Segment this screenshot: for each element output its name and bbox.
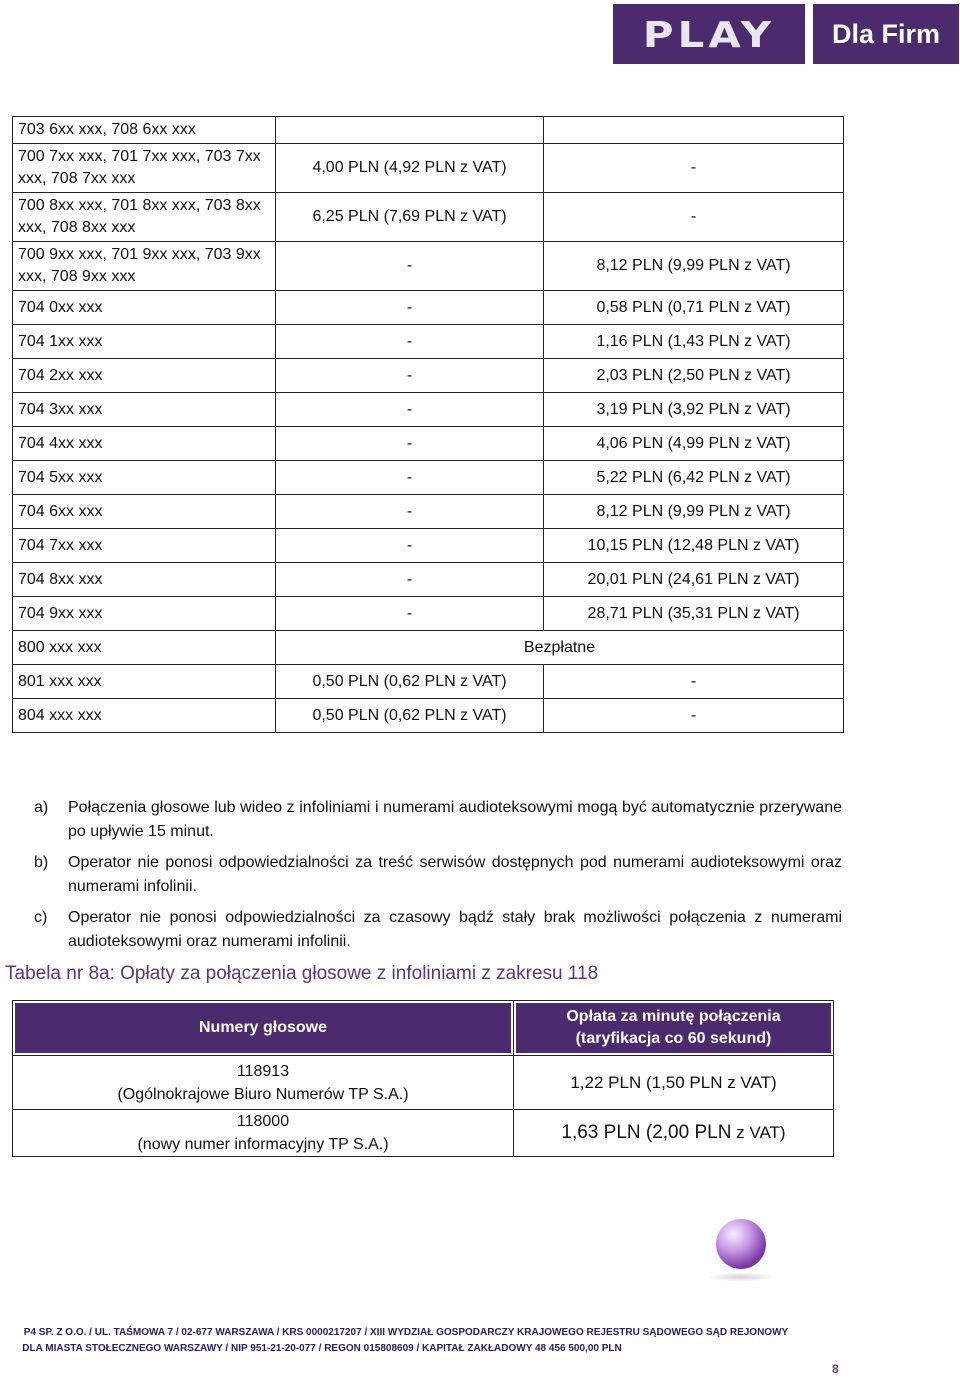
price-cell: 8,12 PLN (9,99 PLN z VAT) [544,495,844,529]
number-value: 118000 [236,1113,290,1130]
price-cell: - [276,529,544,563]
table-row [13,495,844,529]
number-cell: 704 8xx xxx [13,563,276,597]
price-cell: - [276,461,544,495]
price-cell: 4,00 PLN (4,92 PLN z VAT) [276,144,544,193]
number-cell: 703 6xx xxx, 708 6xx xxx [13,117,276,144]
number-cell: 704 9xx xxx [13,597,276,631]
price-cell [514,1110,834,1157]
free-cell: Bezpłatne [276,631,844,665]
price-cell: - [276,393,544,427]
table-header-row [13,1001,834,1056]
number-cell: 700 7xx xxx, 701 7xx xxx, 703 7xx xxx, 708 7xx xxx [13,144,276,193]
number-cell: 804 xxx xxx [13,699,276,733]
table-row [13,699,844,733]
price-cell: - [544,144,844,193]
price-main: 1,63 PLN (2,00 PLN [561,1122,732,1143]
header-numbers [15,1003,511,1053]
number-value: 118913 [236,1062,290,1080]
rates-table [12,116,844,733]
table-row [13,325,844,359]
number-cell: 801 xxx xxx [13,665,276,699]
table-row [13,529,844,563]
table-row [13,427,844,461]
price-cell: 0,50 PLN (0,62 PLN z VAT) [276,665,544,699]
table-8a [12,1000,834,1157]
price-cell: - [276,359,544,393]
number-cell: 704 1xx xxx [13,325,276,359]
number-cell: 704 7xx xxx [13,529,276,563]
table-row [13,393,844,427]
note-b [34,851,842,899]
price-suffix: z VAT) [736,1123,786,1142]
note-a [34,796,842,844]
note-text: Połączenia głosowe lub wideo z infoliniami i numerami audioteksowymi mogą być automatycznie przerywane po upływie 15 minut. [68,799,842,840]
price-cell: - [544,665,844,699]
footer-line-1: P4 SP. Z O.O. / UL. TAŚMOWA 7 / 02-677 WARSZAWA / KRS 0000217207 / XIII WYDZIAŁ GOSPODARCZY KRAJOWEGO REJESTRU SĄDOWEGO SĄD REJONOWY [23,1327,789,1338]
price-cell: - [276,597,544,631]
table-8a-title: Tabela nr 8a: Opłaty za połączenia głosowe z infoliniami z zakresu 118 [5,963,599,984]
table-row [13,291,844,325]
header-cell [13,1001,514,1056]
number-cell: 704 2xx xxx [13,359,276,393]
price-cell: - [276,563,544,597]
header-price-line1: Opłata za minutę połączenia [566,1008,781,1025]
price-cell: 6,25 PLN (7,69 PLN z VAT) [276,193,544,242]
header-price [516,1003,831,1053]
table-row [13,461,844,495]
price-cell: 4,06 PLN (4,99 PLN z VAT) [544,427,844,461]
header-price-line2: (taryfikacja co 60 sekund) [575,1030,772,1047]
price-cell: 1,22 PLN (1,50 PLN z VAT) [514,1056,834,1110]
note-text: Operator nie ponosi odpowiedzialności za treść serwisów dostępnych pod numerami audioteksowymi oraz numerami infolinii. [68,854,842,895]
price-cell: 20,01 PLN (24,61 PLN z VAT) [544,563,844,597]
table-row [13,597,844,631]
number-description: (nowy numer informacyjny TP S.A.) [137,1136,389,1153]
table-row [13,631,844,665]
table-row [13,563,844,597]
price-cell: 28,71 PLN (35,31 PLN z VAT) [544,597,844,631]
number-cell [13,1056,514,1110]
price-cell: 10,15 PLN (12,48 PLN z VAT) [544,529,844,563]
price-cell: 8,12 PLN (9,99 PLN z VAT) [544,242,844,291]
price-cell: - [544,699,844,733]
price-cell: 2,03 PLN (2,50 PLN z VAT) [544,359,844,393]
price-cell: - [276,325,544,359]
price-cell: - [276,291,544,325]
dla-firm-logo-text: Dla Firm [831,18,941,49]
number-description: (Ogólnokrajowe Biuro Numerów TP S.A.) [117,1085,409,1103]
price-cell: - [276,427,544,461]
play-logo-text: PLAY [642,13,776,55]
ball-shadow [710,1273,772,1281]
note-label: c) [34,909,48,926]
table-row [13,242,844,291]
price-cell [276,117,544,144]
notes-list [34,796,842,961]
play-logo [613,4,805,64]
note-text: Operator nie ponosi odpowiedzialności za czasowy bądź stały brak możliwości połączenia z numerami audioteksowymi oraz numerami infolinii. [68,909,842,950]
footer-line-2: DLA MIASTA STOŁECZNEGO WARSZAWY / NIP 951-21-20-077 / REGON 015808609 / KAPITAŁ ZAKŁADOWY 48 456 500,00 PLN [22,1343,622,1354]
footer [0,1325,960,1357]
price-cell: - [544,193,844,242]
table-row [13,1056,834,1110]
price-cell: 0,50 PLN (0,62 PLN z VAT) [276,699,544,733]
price-cell [544,117,844,144]
page-number: 8 [832,1362,839,1376]
price-cell: 1,16 PLN (1,43 PLN z VAT) [544,325,844,359]
note-c [34,906,842,954]
table-row [13,193,844,242]
table-row [13,144,844,193]
table-row [13,665,844,699]
number-cell: 800 xxx xxx [13,631,276,665]
number-cell: 700 9xx xxx, 701 9xx xxx, 703 9xx xxx, 708 9xx xxx [13,242,276,291]
number-cell: 704 3xx xxx [13,393,276,427]
table-row [13,359,844,393]
price-cell: - [276,495,544,529]
header-numbers-label: Numery głosowe [198,1019,328,1036]
number-cell: 700 8xx xxx, 701 8xx xxx, 703 8xx xxx, 708 8xx xxx [13,193,276,242]
number-cell: 704 5xx xxx [13,461,276,495]
table-row [13,1110,834,1157]
price-cell: 3,19 PLN (3,92 PLN z VAT) [544,393,844,427]
price-cell: - [276,242,544,291]
play-ball-logo-icon [716,1219,766,1269]
number-cell: 704 0xx xxx [13,291,276,325]
header-cell [514,1001,834,1056]
note-label: b) [34,854,49,871]
table-row [13,117,844,144]
note-label: a) [34,799,49,816]
number-cell: 704 4xx xxx [13,427,276,461]
dla-firm-logo [813,4,959,64]
price-cell: 5,22 PLN (6,42 PLN z VAT) [544,461,844,495]
price-cell: 0,58 PLN (0,71 PLN z VAT) [544,291,844,325]
number-cell [13,1110,514,1157]
number-cell: 704 6xx xxx [13,495,276,529]
